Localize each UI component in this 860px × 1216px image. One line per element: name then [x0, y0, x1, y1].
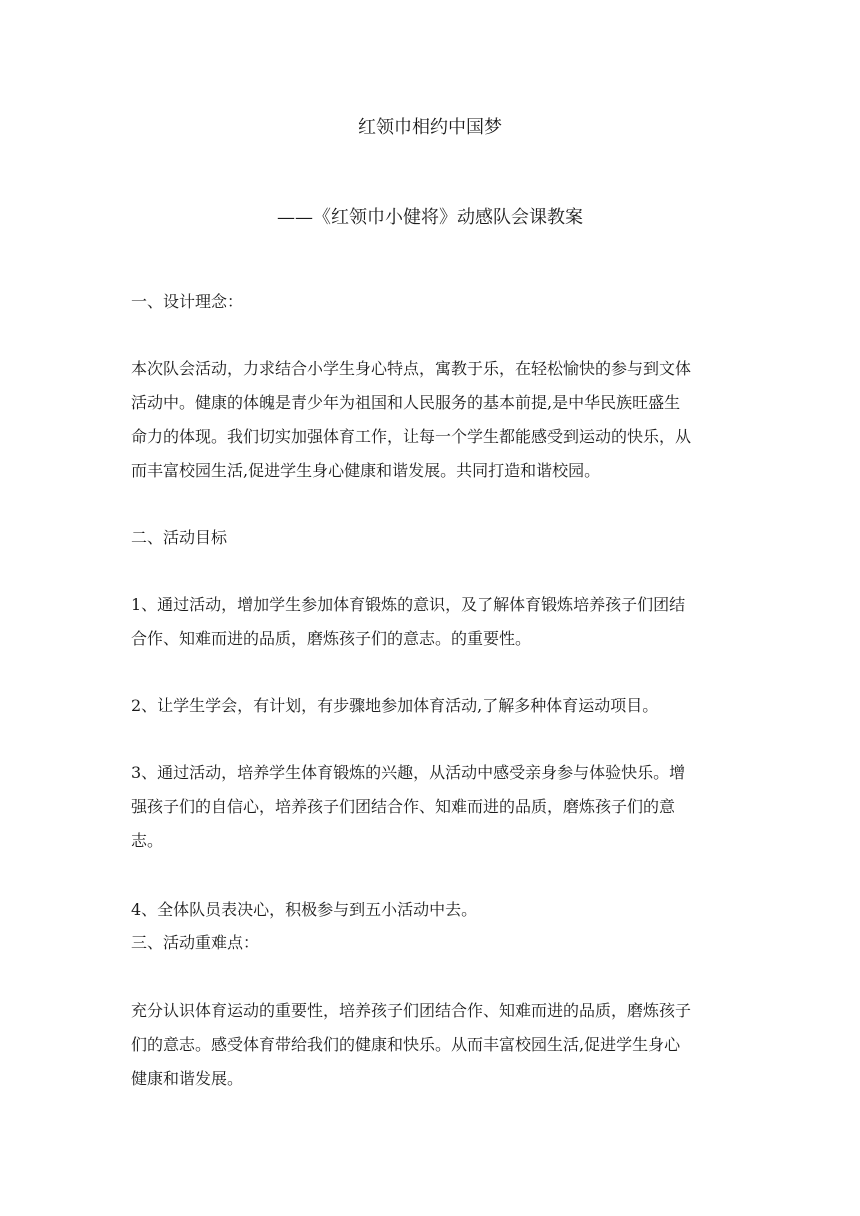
- goal-item-4-line: 4、全体队员表决心，积极参与到五小活动中去。: [131, 900, 478, 919]
- document-title: 红领巾相约中国梦: [358, 117, 502, 138]
- paragraph-line: 活动中。健康的体魄是青少年为祖国和人民服务的基本前提,是中华民族旺盛生: [131, 393, 681, 412]
- goal-item-1-line: 合作、知难而进的品质，磨炼孩子们的意志。的重要性。: [131, 629, 532, 648]
- section-heading-design-concept: 一、设计理念：: [131, 292, 244, 311]
- paragraph-line: 充分认识体育运动的重要性，培养孩子们团结合作、知难而进的品质，磨炼孩子: [131, 1001, 692, 1020]
- section-heading-activity-goals: 二、活动目标: [131, 528, 228, 547]
- document-subtitle: ——《红领巾小健将》动感队会课教案: [277, 207, 583, 228]
- section-heading-key-points: 三、活动重难点：: [131, 933, 260, 952]
- goal-item-1-line: 1、通过活动，增加学生参加体育锻炼的意识，及了解体育锻炼培养孩子们团结: [131, 595, 686, 614]
- goal-item-2-line: 2、让学生学会，有计划，有步骤地参加体育活动,了解多种体育运动项目。: [131, 696, 659, 715]
- paragraph-line: 而丰富校园生活,促进学生身心健康和谐发展。共同打造和谐校园。: [131, 461, 601, 480]
- goal-item-3-line: 强孩子们的自信心，培养孩子们团结合作、知难而进的品质，磨炼孩子们的意: [131, 797, 676, 816]
- paragraph-line: 本次队会活动，力求结合小学生身心特点，寓教于乐，在轻松愉快的参与到文体: [131, 359, 692, 378]
- paragraph-line: 们的意志。感受体育带给我们的健康和快乐。从而丰富校园生活,促进学生身心: [131, 1035, 681, 1054]
- paragraph-line: 命力的体现。我们切实加强体育工作，让每一个学生都能感受到运动的快乐，从: [131, 427, 692, 446]
- paragraph-line: 健康和谐发展。: [131, 1069, 244, 1088]
- goal-item-3-line: 志。: [131, 831, 164, 850]
- goal-item-3-line: 3、通过活动，培养学生体育锻炼的兴趣，从活动中感受亲身参与体验快乐。增: [131, 763, 686, 782]
